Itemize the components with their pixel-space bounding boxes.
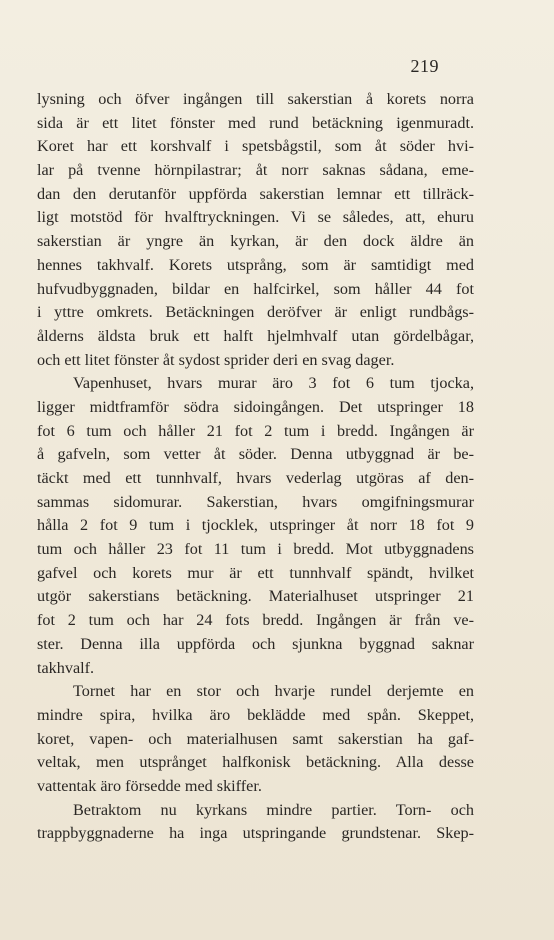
text-line: lysning och öfver ingången till sakerstian å korets norra — [37, 90, 474, 108]
text-line: Vapenhuset, hvars murar äro 3 fot 6 tum tjocka, — [73, 374, 474, 393]
text-line: Tornet har en stor och hvarje rundel derjemte en — [73, 682, 474, 701]
text-line: mindre spira, hvilka äro beklädde med spån. Skeppet, — [37, 705, 474, 724]
text-line: i yttre omkrets. Betäckningen deröfver är enligt rundbågs- — [37, 303, 474, 322]
text-line: fot 2 tum och har 24 fots bredd. Ingången är från ve- — [37, 611, 474, 630]
body-text — [37, 88, 474, 846]
text-line: trappbyggnaderne ha inga utspringande grundstenar. Skep- — [37, 824, 474, 843]
text-line: gafvel och korets mur är ett tunnhvalf spändt, hvilket — [37, 563, 474, 582]
text-line: lar på tvenne hörnpilastrar; åt norr saknas sådana, eme- — [37, 161, 474, 180]
text-line: fot 6 tum och håller 21 fot 2 tum i bredd. Ingången är — [37, 421, 474, 440]
text-line: ligt motstöd för hvalftryckningen. Vi se således, att, ehuru — [37, 208, 474, 227]
text-line: hålla 2 fot 9 tum i tjocklek, utspringer åt norr 18 fot 9 — [37, 516, 474, 535]
text-line: vattentak äro försedde med skiffer. — [37, 776, 262, 795]
text-line: ålderns äldsta bruk ett halft hjelmhvalf utan gördelbågar, — [37, 326, 474, 345]
text-line: koret, vapen- och materialhusen samt sakerstian ha gaf- — [37, 729, 474, 748]
text-line: sammas sidomurar. Sakerstian, hvars omgifningsmurar — [37, 492, 474, 511]
text-line: tum och håller 23 fot 11 tum i bredd. Mot utbyggnadens — [37, 540, 474, 559]
text-line: hufvudbyggnaden, bildar en halfcirkel, som håller 44 fot — [37, 279, 474, 298]
text-line: sida är ett litet fönster med rund betäckning igenmuradt. — [37, 113, 474, 132]
text-line: å gafveln, som vetter åt söder. Denna utbyggnad är be- — [37, 445, 474, 464]
text-line: utgör sakerstians betäckning. Materialhuset utspringer 21 — [37, 587, 474, 606]
text-line: dan den derutanför uppförda sakerstian lemnar ett tillräck- — [37, 184, 474, 203]
text-line: ligger midtframför södra sidoingången. Det utspringer 18 — [37, 397, 474, 416]
text-line: hennes takhvalf. Korets utsprång, som är samtidigt med — [37, 255, 474, 274]
text-line: ster. Denna illa uppförda och sjunkna byggnad saknar — [37, 634, 474, 653]
text-line: Koret har ett korshvalf i spetsbågstil, som åt söder hvi- — [37, 137, 474, 156]
page-number: 219 — [410, 56, 439, 76]
text-line: veltak, men utsprånget halfkonisk betäckning. Alla desse — [37, 753, 474, 772]
text-line: takhvalf. — [37, 658, 95, 677]
text-line: och ett litet fönster åt sydost sprider deri en svag dager. — [37, 350, 395, 369]
text-line: täckt med ett tunnhvalf, hvars vederlag utgöras af den- — [37, 469, 474, 487]
text-line: sakerstian är yngre än kyrkan, är den dock äldre än — [37, 232, 474, 251]
text-line: Betraktom nu kyrkans mindre partier. Torn- och — [73, 800, 474, 819]
